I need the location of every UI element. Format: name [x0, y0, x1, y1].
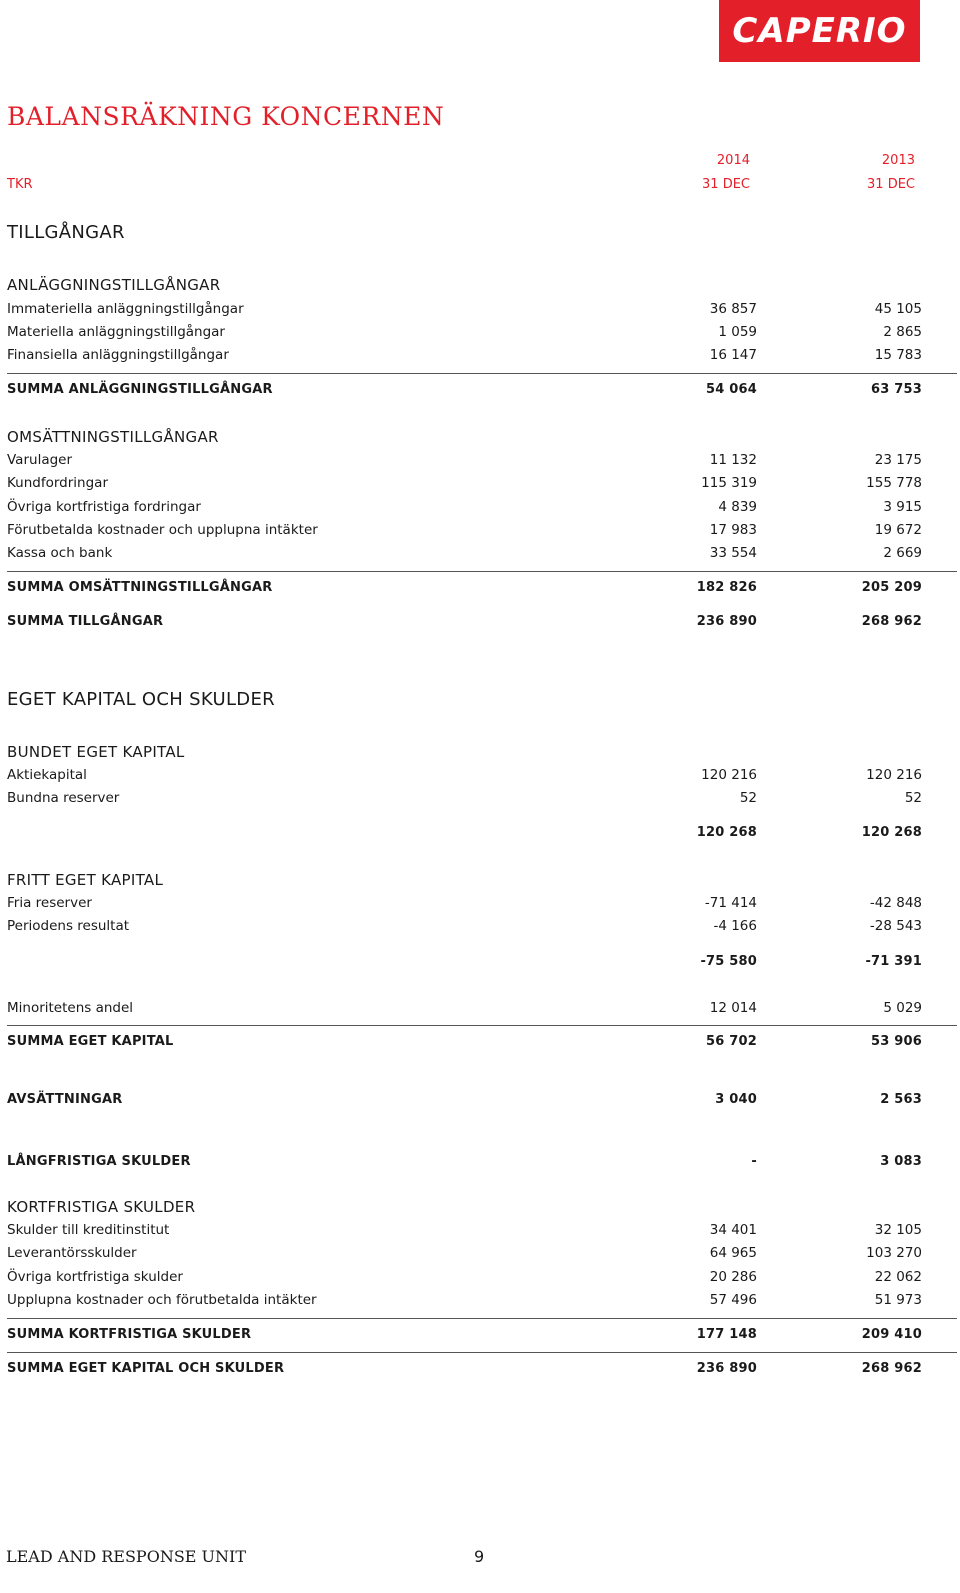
- header-date-2014: 31 DEC: [702, 177, 750, 192]
- value-2014: 56 702: [706, 1034, 757, 1049]
- value-2014: 57 496: [709, 1292, 757, 1308]
- subsection-title-fixed-assets: ANLÄGGNINGSTILLGÅNGAR: [7, 276, 221, 294]
- row-label: Finansiella anläggningstillgångar: [7, 347, 229, 363]
- row-label: SUMMA ANLÄGGNINGSTILLGÅNGAR: [7, 382, 273, 397]
- value-2013: 268 962: [861, 1361, 922, 1376]
- value-2014: -75 580: [700, 954, 757, 969]
- row-label: SUMMA TILLGÅNGAR: [7, 614, 164, 629]
- subtotal-row-restricted-equity: [7, 825, 957, 845]
- value-2013: 52: [904, 790, 922, 806]
- subtotal-row-unrestricted-equity: [7, 954, 957, 974]
- row-label: Övriga kortfristiga skulder: [7, 1269, 183, 1285]
- divider: [7, 571, 957, 572]
- row-label: Leverantörsskulder: [7, 1245, 137, 1261]
- table-row: [7, 1245, 957, 1265]
- sum-row-total-assets: [7, 614, 957, 634]
- value-2013: 53 906: [871, 1034, 922, 1049]
- row-label: AVSÄTTNINGAR: [7, 1092, 123, 1107]
- value-2013: 23 175: [874, 452, 922, 468]
- sum-row-current-assets: [7, 580, 957, 600]
- value-2014: 64 965: [709, 1245, 757, 1261]
- row-label: Materiella anläggningstillgångar: [7, 324, 225, 340]
- value-2013: 45 105: [874, 301, 922, 317]
- value-2014: 36 857: [709, 301, 757, 317]
- row-label: Kundfordringar: [7, 475, 109, 491]
- table-row: [7, 545, 957, 565]
- value-2014: 33 554: [709, 545, 757, 561]
- value-2014: 34 401: [709, 1222, 757, 1238]
- section-title-assets: TILLGÅNGAR: [7, 222, 125, 243]
- row-label: Varulager: [7, 452, 73, 468]
- value-2014: -71 414: [704, 895, 757, 911]
- table-row: [7, 918, 957, 938]
- value-2014: 120 216: [701, 767, 757, 783]
- value-2014: 52: [739, 790, 757, 806]
- row-label: Förutbetalda kostnader och upplupna intäkter: [7, 522, 318, 538]
- value-2014: 115 319: [701, 475, 757, 491]
- value-2014: 20 286: [709, 1269, 757, 1285]
- row-label: LÅNGFRISTIGA SKULDER: [7, 1154, 191, 1169]
- page-title: BALANSRÄKNING KONCERNEN: [7, 102, 445, 131]
- row-label: SUMMA EGET KAPITAL OCH SKULDER: [7, 1361, 285, 1376]
- footer-unit-name: LEAD AND RESPONSE UNIT: [6, 1547, 247, 1566]
- table-row: [7, 522, 957, 542]
- value-2014: 3 040: [715, 1092, 757, 1107]
- sum-row-total-equity-liabilities: [7, 1361, 957, 1381]
- value-2013: 120 216: [866, 767, 922, 783]
- value-2013: 22 062: [874, 1269, 922, 1285]
- value-2013: 205 209: [861, 580, 922, 595]
- table-row: [7, 475, 957, 495]
- value-2014: 4 839: [718, 499, 757, 515]
- section-title-equity-liabilities: EGET KAPITAL OCH SKULDER: [7, 689, 275, 710]
- divider: [7, 1352, 957, 1353]
- logo-text: CAPERIO: [732, 11, 907, 51]
- table-row: [7, 767, 957, 787]
- header-date-2013: 31 DEC: [867, 177, 915, 192]
- value-2013: -28 543: [869, 918, 922, 934]
- divider: [7, 1318, 957, 1319]
- provisions-row: [7, 1092, 957, 1112]
- sum-row-equity: [7, 1034, 957, 1054]
- row-label: Aktiekapital: [7, 767, 87, 783]
- minority-row: [7, 1000, 957, 1020]
- value-2013: 63 753: [871, 382, 922, 397]
- value-2013: 5 029: [883, 1000, 922, 1016]
- row-label: Fria reserver: [7, 895, 92, 911]
- value-2014: 16 147: [709, 347, 757, 363]
- row-label: Immateriella anläggningstillgångar: [7, 301, 244, 317]
- value-2014: -4 166: [713, 918, 757, 934]
- value-2014: 236 890: [696, 614, 757, 629]
- row-label: Minoritetens andel: [7, 1000, 134, 1016]
- value-2013: 268 962: [861, 614, 922, 629]
- value-2013: 51 973: [874, 1292, 922, 1308]
- row-label: SUMMA EGET KAPITAL: [7, 1034, 174, 1049]
- row-label: Bundna reserver: [7, 790, 120, 806]
- table-row: [7, 790, 957, 810]
- sum-row-fixed-assets: [7, 382, 957, 402]
- subsection-title-restricted-equity: BUNDET EGET KAPITAL: [7, 743, 185, 761]
- value-2013: -71 391: [865, 954, 922, 969]
- value-2014: 54 064: [706, 382, 757, 397]
- row-label: Upplupna kostnader och förutbetalda intäkter: [7, 1292, 317, 1308]
- divider: [7, 373, 957, 374]
- header-unit: TKR: [7, 177, 33, 192]
- subsection-title-shortterm-liabilities: KORTFRISTIGA SKULDER: [7, 1198, 196, 1216]
- value-2013: 32 105: [874, 1222, 922, 1238]
- subsection-title-current-assets: OMSÄTTNINGSTILLGÅNGAR: [7, 428, 219, 446]
- caperio-logo: [719, 0, 920, 62]
- longterm-liabilities-row: [7, 1154, 957, 1174]
- table-row: [7, 1292, 957, 1312]
- value-2013: 19 672: [874, 522, 922, 538]
- value-2014: 182 826: [696, 580, 757, 595]
- sum-row-shortterm-liabilities: [7, 1327, 957, 1347]
- value-2014: 120 268: [696, 825, 757, 840]
- table-row: [7, 1269, 957, 1289]
- row-label: SUMMA OMSÄTTNINGSTILLGÅNGAR: [7, 580, 273, 595]
- value-2014: 11 132: [709, 452, 757, 468]
- header-year-2013: 2013: [881, 153, 915, 168]
- subsection-title-unrestricted-equity: FRITT EGET KAPITAL: [7, 871, 164, 889]
- value-2013: 2 669: [883, 545, 922, 561]
- table-row: [7, 301, 957, 321]
- value-2013: 2 865: [883, 324, 922, 340]
- value-2013: 103 270: [866, 1245, 922, 1261]
- value-2013: 3 915: [883, 499, 922, 515]
- table-row: [7, 1222, 957, 1242]
- page-number: 9: [474, 1547, 485, 1566]
- table-row: [7, 895, 957, 915]
- value-2013: 2 563: [880, 1092, 922, 1107]
- table-row: [7, 499, 957, 519]
- header-year-2014: 2014: [716, 153, 750, 168]
- value-2013: 120 268: [861, 825, 922, 840]
- value-2013: 15 783: [874, 347, 922, 363]
- value-2014: 17 983: [709, 522, 757, 538]
- row-label: Periodens resultat: [7, 918, 130, 934]
- value-2014: -: [751, 1154, 757, 1169]
- value-2014: 12 014: [709, 1000, 757, 1016]
- table-row: [7, 347, 957, 367]
- value-2013: 3 083: [880, 1154, 922, 1169]
- value-2014: 1 059: [718, 324, 757, 340]
- value-2013: -42 848: [869, 895, 922, 911]
- table-row: [7, 324, 957, 344]
- value-2013: 209 410: [861, 1327, 922, 1342]
- value-2013: 155 778: [866, 475, 922, 491]
- value-2014: 177 148: [696, 1327, 757, 1342]
- row-label: Skulder till kreditinstitut: [7, 1222, 170, 1238]
- row-label: SUMMA KORTFRISTIGA SKULDER: [7, 1327, 252, 1342]
- value-2014: 236 890: [696, 1361, 757, 1376]
- divider: [7, 1025, 957, 1026]
- row-label: Kassa och bank: [7, 545, 113, 561]
- row-label: Övriga kortfristiga fordringar: [7, 499, 201, 515]
- table-row: [7, 452, 957, 472]
